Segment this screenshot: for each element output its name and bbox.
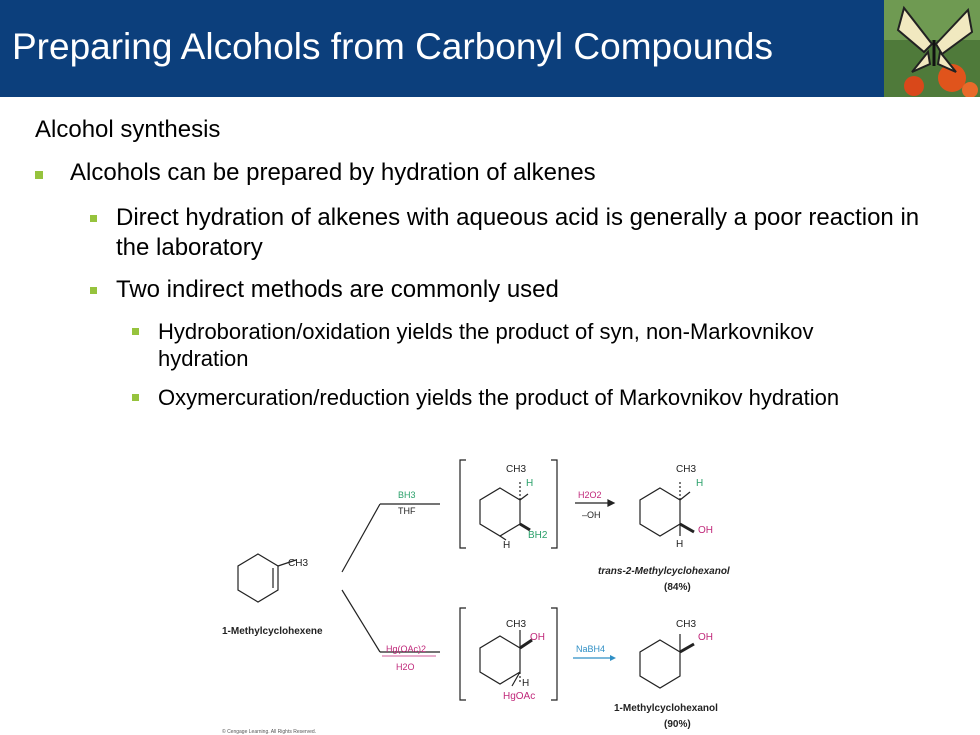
bottom-reagent1: Hg(OAc)2 — [386, 644, 427, 654]
slide-title: Preparing Alcohols from Carbonyl Compounds — [12, 26, 773, 67]
bottom-yield: (90%) — [664, 719, 691, 730]
copyright-note: © Cengage Learning. All Rights Reserved. — [222, 729, 317, 735]
section-heading: Alcohol synthesis — [35, 116, 221, 143]
top-prod-h2: H — [676, 539, 684, 550]
start-name: 1-Methylcyclohexene — [222, 626, 323, 637]
top-reagent1: BH3 — [398, 490, 416, 500]
top-prod-ch3: CH3 — [676, 464, 697, 475]
bottom-int-oh: OH — [530, 632, 545, 643]
top-int-bh2: BH2 — [528, 530, 548, 541]
ch3-label: CH3 — [288, 558, 309, 569]
bottom-reagent1-sub: H2O — [396, 662, 415, 672]
top-reagent1-sub: THF — [398, 506, 416, 516]
top-int-ch3: CH3 — [506, 464, 527, 475]
bullet-text: Oxymercuration/reduction yields the product of Markovnikov hydration — [158, 385, 840, 410]
bottom-prod-oh: OH — [698, 632, 713, 643]
bottom-product-name: 1-Methylcyclohexanol — [614, 703, 718, 714]
bottom-reagent2: NaBH4 — [576, 644, 606, 654]
bullet-text: Direct hydration of alkenes with aqueous acid is generally a poor reaction in the laboratory — [116, 204, 920, 261]
bottom-int-ch3: CH3 — [506, 619, 527, 630]
top-reagent2: H2O2 — [578, 490, 602, 500]
bottom-prod-ch3: CH3 — [676, 619, 697, 630]
bullet-text: Alcohols can be prepared by hydration of alkenes — [70, 159, 596, 186]
bullet-text: Two indirect methods are commonly used — [116, 276, 559, 303]
top-reagent2-sub: –OH — [582, 510, 601, 520]
top-yield: (84%) — [664, 582, 691, 593]
top-product-name: trans-2-Methylcyclohexanol — [598, 566, 730, 577]
top-int-h2: H — [503, 540, 511, 551]
bottom-int-hgoac: HgOAc — [503, 691, 536, 702]
top-int-h: H — [526, 478, 534, 489]
bullet-text: Hydroboration/oxidation yields the product of syn, non-Markovnikov hydration — [158, 319, 814, 371]
top-prod-oh: OH — [698, 525, 713, 536]
bottom-int-h: H — [522, 678, 530, 689]
top-prod-h: H — [696, 478, 704, 489]
